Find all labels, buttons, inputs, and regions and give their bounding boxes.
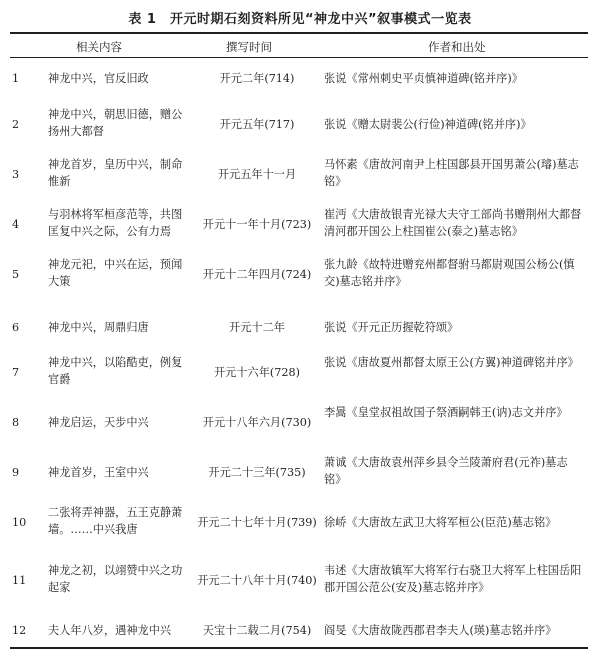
table-title: 表 1 开元时期石刻资料所见“神龙中兴”叙事模式一览表 xyxy=(128,12,472,27)
header-author: 作者和出处 xyxy=(428,40,486,54)
row-time: 开元五年十一月 xyxy=(217,168,297,181)
table-row xyxy=(10,354,588,390)
row-author: 张九龄《故特进赠兖州都督驸马都尉观国公杨公(慎交)墓志铭并序》 xyxy=(324,258,575,288)
row-number: 5 xyxy=(12,268,20,281)
row-content: 神龙启运，天步中兴 xyxy=(48,416,149,429)
row-time: 开元二十七年十月(739) xyxy=(197,516,317,529)
row-time: 开元十一年十月(723) xyxy=(202,218,312,231)
row-author: 马怀素《唐故河南尹上柱国鄎县开国男萧公(璿)墓志铭》 xyxy=(324,158,579,188)
row-number: 2 xyxy=(12,118,20,131)
row-number: 8 xyxy=(12,416,20,429)
row-time: 开元二十三年(735) xyxy=(208,466,306,479)
row-author: 萧诚《大唐故袁州萍乡县令兰陵萧府君(元祚)墓志铭》 xyxy=(324,456,568,486)
header-time: 撰写时间 xyxy=(226,40,272,54)
table-row xyxy=(10,454,588,490)
table-header xyxy=(10,39,588,55)
row-content: 神龙元祀，中兴在运，预闻大策 xyxy=(48,258,183,288)
table-row xyxy=(10,68,588,90)
row-time: 开元五年(717) xyxy=(219,118,295,131)
row-content: 神龙之初，以翊赞中兴之功起家 xyxy=(48,564,183,594)
row-number: 3 xyxy=(12,168,20,181)
header-rule xyxy=(10,57,588,58)
row-author: 张说《唐故夏州都督太原王公(方翼)神道碑铭并序》 xyxy=(324,356,579,369)
row-number: 4 xyxy=(12,218,20,231)
table-row xyxy=(10,319,588,339)
row-number: 9 xyxy=(12,466,20,479)
row-time: 开元十六年(728) xyxy=(213,366,301,379)
row-number: 12 xyxy=(12,624,27,637)
row-content: 神龙首岁，皇历中兴，制命惟新 xyxy=(48,158,183,188)
row-number: 10 xyxy=(12,516,27,529)
table-row xyxy=(10,256,588,292)
row-content: 二张将弄神器，五王克静萧墙。……中兴我唐 xyxy=(48,506,183,536)
row-author: 张说《赠太尉裴公(行俭)神道碑(铭并序)》 xyxy=(324,118,532,131)
row-author: 韦述《大唐故镇军大将军行右骁卫大将军上柱国岳阳郡开国公范公(安及)墓志铭并序》 xyxy=(324,564,582,594)
row-content: 神龙中兴，朝思旧德，赠公扬州大都督 xyxy=(48,108,183,138)
row-time: 开元二年(714) xyxy=(219,72,295,85)
row-author: 张说《开元正历握乾符颂》 xyxy=(324,321,459,334)
row-author: 阎旻《大唐故陇西郡君李夫人(瑛)墓志铭并序》 xyxy=(324,624,557,637)
table-row xyxy=(10,504,588,540)
row-content: 神龙首岁，王室中兴 xyxy=(48,466,149,479)
row-number: 11 xyxy=(12,574,27,587)
row-number: 1 xyxy=(12,72,20,85)
table-row xyxy=(10,156,588,192)
row-author: 徐峤《大唐故左武卫大将军桓公(臣范)墓志铭》 xyxy=(324,516,557,529)
row-author: 张说《常州刺史平贞慎神道碑(铭并序)》 xyxy=(324,72,523,85)
table-row xyxy=(10,206,588,242)
header-content: 相关内容 xyxy=(76,40,122,54)
bottom-rule xyxy=(10,647,588,649)
row-time: 开元十二年四月(724) xyxy=(202,268,312,281)
row-content: 神龙中兴，周鼎归唐 xyxy=(48,321,149,334)
row-time: 天宝十二载二月(754) xyxy=(202,624,312,637)
row-author: 李暠《皇堂叔祖故国子祭酒嗣韩王(讷)志文并序》 xyxy=(324,406,568,419)
row-content: 神龙中兴，以陷酷吏，例复官爵 xyxy=(48,356,183,386)
row-number: 6 xyxy=(12,321,20,334)
row-number: 7 xyxy=(12,366,20,379)
row-content: 神龙中兴，官反旧政 xyxy=(48,72,149,85)
table-row xyxy=(10,106,588,142)
row-content: 与羽林将军桓彦范等，共图匡复中兴之际，公有力焉 xyxy=(48,208,183,238)
table-row xyxy=(10,622,588,642)
row-content: 夫人年八岁，遇神龙中兴 xyxy=(48,624,172,637)
table-row xyxy=(10,404,588,440)
row-time: 开元十八年六月(730) xyxy=(202,416,312,429)
row-time: 开元二十八年十月(740) xyxy=(197,574,317,587)
row-author: 崔沔《大唐故银青光禄大夫守工部尚书赠荆州大都督清河郡开国公上柱国崔公(泰之)墓志铭》 xyxy=(324,208,582,238)
row-time: 开元十二年 xyxy=(229,321,285,334)
top-rule xyxy=(10,32,588,34)
table-row xyxy=(10,562,588,598)
